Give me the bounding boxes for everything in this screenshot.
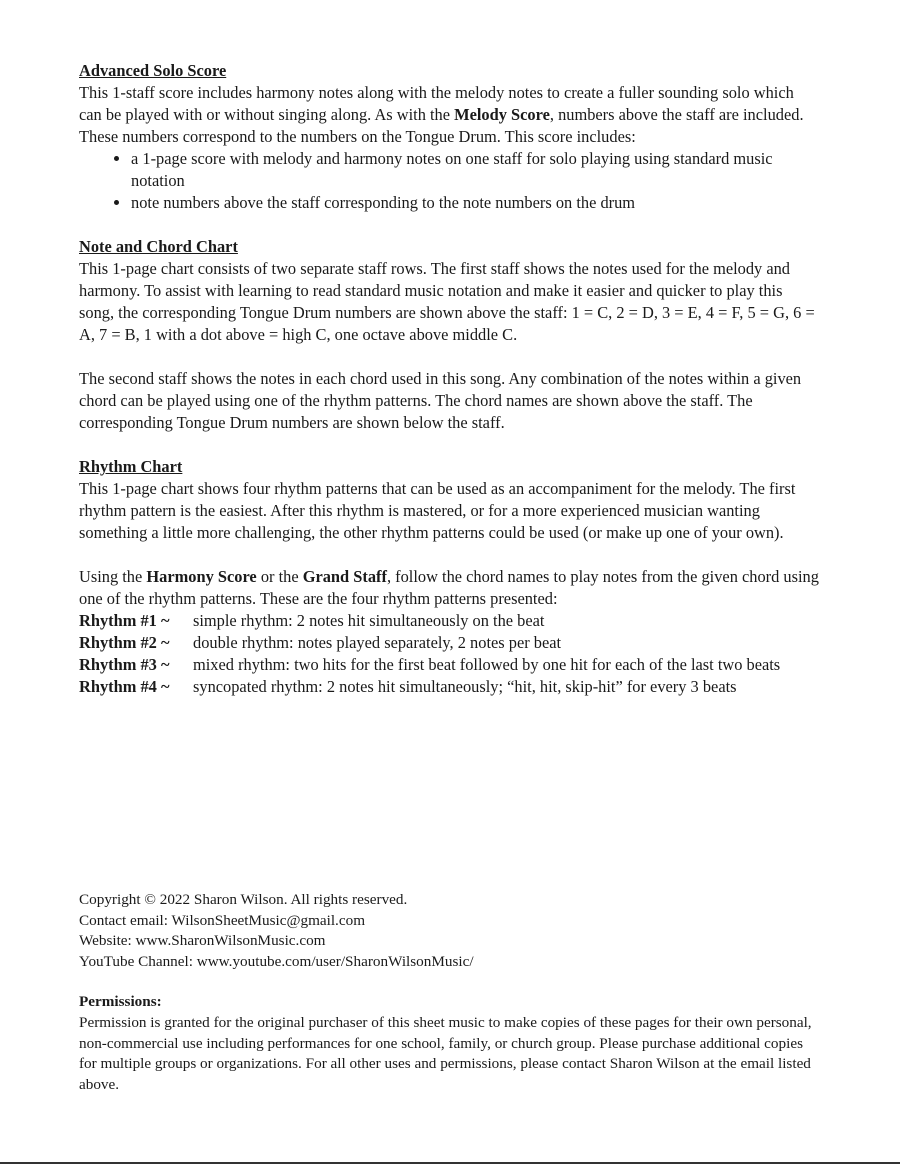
rhythm-paragraph-2 (79, 566, 819, 610)
section-heading-solo: Advanced Solo Score (79, 61, 227, 80)
rhythm-text-bold-b: Grand Staff (302, 567, 387, 586)
rhythm-item-3 (79, 654, 819, 676)
solo-paragraph (79, 82, 819, 148)
rhythm-item-2 (79, 632, 819, 654)
solo-text-b: , numbers above the staff are included. These numbers correspond to the numbers on the Tongue Drum. This score includes: (79, 105, 804, 146)
rhythm-text-bold-a: Harmony Score (146, 567, 257, 586)
rhythm-description: mixed rhythm: two hits for the first beat followed by one hit for each of the last two beats (193, 655, 781, 674)
youtube-line: YouTube Channel: www.youtube.com/user/SharonWilsonMusic/ (79, 952, 474, 970)
solo-text-bold: Melody Score (454, 105, 550, 124)
contact-email: Contact email: WilsonSheetMusic@gmail.com (79, 911, 366, 929)
section-heading-chord: Note and Chord Chart (79, 237, 238, 256)
copyright-line: Copyright © 2022 Sharon Wilson. All rights reserved. (79, 891, 408, 908)
rhythm-item-4 (79, 676, 819, 698)
solo-bullet-list (79, 148, 819, 214)
list-item: • a 1-page score with melody and harmony notes on one staff for solo playing using standard music notation (131, 148, 819, 192)
rhythm-label: Rhythm #3 ~ (79, 655, 170, 674)
rhythm-text-c: or the (256, 567, 303, 586)
rhythm-item-1 (79, 610, 819, 632)
permissions-heading: Permissions: (79, 993, 162, 1011)
rhythm-text-a: Using the (79, 567, 147, 586)
rhythm-description: double rhythm: notes played separately, 2 notes per beat (193, 633, 562, 652)
list-item: • note numbers above the staff corresponding to the note numbers on the drum (131, 192, 819, 214)
chord-paragraph-2: The second staff shows the notes in each chord used in this song. Any combination of the notes within a given chord can be played using one of the rhythm patterns. The chord names are shown above the staff. The corresponding Tongue Drum numbers are shown below the staff. (79, 369, 802, 432)
solo-text-a: This 1-staff score includes harmony notes along with the melody notes to create a fuller sounding solo which can be played with or without singing along. As with the (79, 83, 794, 124)
rhythm-description: simple rhythm: 2 notes hit simultaneously on the beat (193, 611, 545, 630)
section-heading-rhythm: Rhythm Chart (79, 457, 183, 476)
rhythm-description: syncopated rhythm: 2 notes hit simultaneously; “hit, hit, skip-hit” for every 3 beats (193, 677, 737, 696)
rhythm-paragraph-1: This 1-page chart shows four rhythm patterns that can be used as an accompaniment for the melody. The first rhythm pattern is the easiest. After this rhythm is mastered, or for a more experienced musician wanting something a little more challenging, the other rhythm patterns could be used (or make up one of your own). (79, 479, 796, 542)
rhythm-label: Rhythm #4 ~ (79, 677, 170, 696)
rhythm-label: Rhythm #1 ~ (79, 611, 170, 630)
footer (79, 890, 819, 1095)
permissions-text: Permission is granted for the original purchaser of this sheet music to make copies of these pages for their own personal, non-commercial use including performances for one school, family, or church group. Please purchase additional copies for multiple groups or organizations. For all other uses and permissions, please contact Sharon Wilson at the email listed above. (79, 1013, 812, 1093)
rhythm-label: Rhythm #2 ~ (79, 633, 170, 652)
document-body (79, 60, 819, 698)
chord-paragraph-1: This 1-page chart consists of two separate staff rows. The first staff shows the notes used for the melody and harmony. To assist with learning to read standard music notation and make it easier and quicker to play this song, the corresponding Tongue Drum numbers are shown above the staff: 1 = C, 2 = D, 3 = E, 4 = F, 5 = G, 6 = A, 7 = B, 1 with a dot above = high C, one octave above middle C. (79, 259, 815, 344)
website-line: Website: www.SharonWilsonMusic.com (79, 932, 326, 950)
rhythm-text-e: , follow the chord names to play notes from the given chord using one of the rhythm patterns. These are the four rhythm patterns presented: (79, 567, 819, 608)
